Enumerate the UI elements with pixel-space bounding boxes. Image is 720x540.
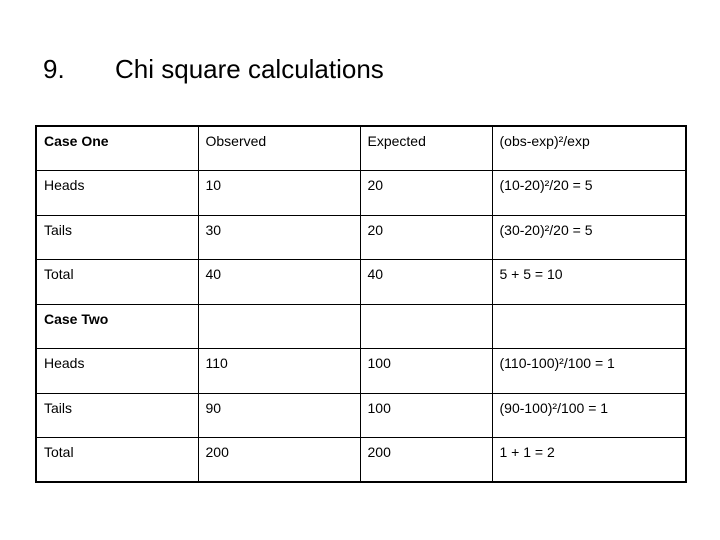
empty-cell [198,304,360,349]
column-header-observed: Observed [198,126,360,171]
table-row [36,126,686,171]
empty-cell [360,304,492,349]
expected-cell: 40 [360,260,492,305]
row-label: Total [36,438,198,483]
column-header-expected: Expected [360,126,492,171]
calculation-cell: (30-20)²/20 = 5 [492,215,686,260]
observed-cell: 30 [198,215,360,260]
chi-square-table [35,125,687,483]
empty-cell [492,304,686,349]
expected-cell: 20 [360,215,492,260]
row-label: Tails [36,393,198,438]
calculation-cell: 5 + 5 = 10 [492,260,686,305]
table-row [36,260,686,305]
section-header-case-one: Case One [36,126,198,171]
expected-cell: 20 [360,171,492,216]
table-row [36,304,686,349]
observed-cell: 40 [198,260,360,305]
calculation-cell: (90-100)²/100 = 1 [492,393,686,438]
expected-cell: 100 [360,349,492,394]
table-row [36,215,686,260]
expected-cell: 100 [360,393,492,438]
table-row [36,438,686,483]
slide-title-text: Chi square calculations [115,54,384,84]
calculation-cell: (110-100)²/100 = 1 [492,349,686,394]
calculation-cell: (10-20)²/20 = 5 [492,171,686,216]
row-label: Total [36,260,198,305]
table-row [36,349,686,394]
row-label: Heads [36,171,198,216]
row-label: Tails [36,215,198,260]
table-row [36,171,686,216]
observed-cell: 90 [198,393,360,438]
expected-cell: 200 [360,438,492,483]
observed-cell: 110 [198,349,360,394]
section-header-case-two: Case Two [36,304,198,349]
row-label: Heads [36,349,198,394]
calculation-cell: 1 + 1 = 2 [492,438,686,483]
observed-cell: 10 [198,171,360,216]
table-row [36,393,686,438]
column-header-formula: (obs-exp)²/exp [492,126,686,171]
observed-cell: 200 [198,438,360,483]
slide-title [43,52,384,86]
slide-number: 9. [43,54,65,84]
